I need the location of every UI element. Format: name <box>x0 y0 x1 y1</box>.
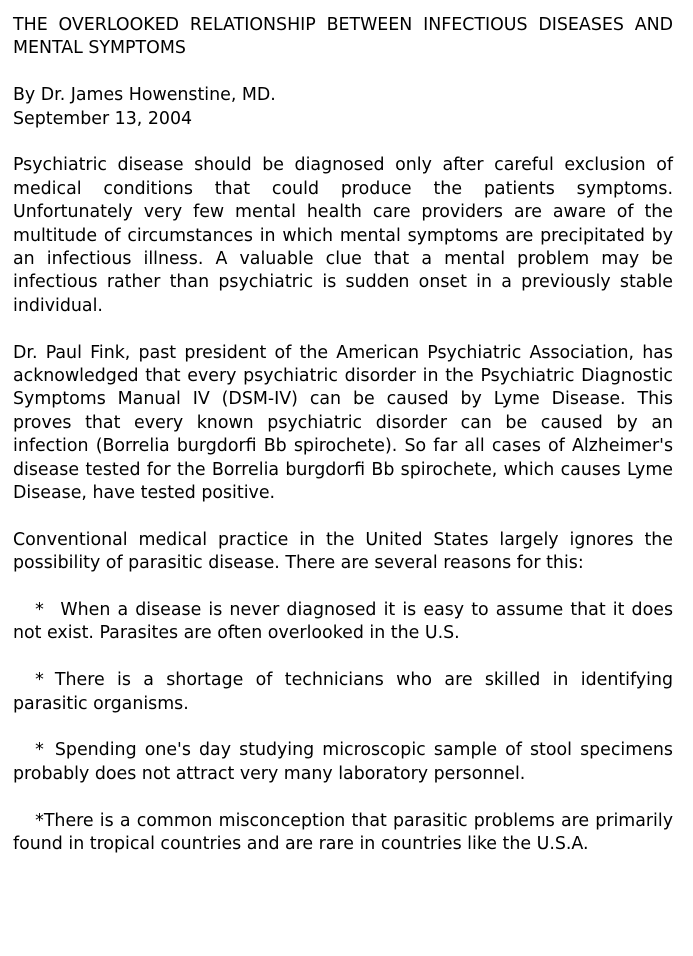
article-title: THE OVERLOOKED RELATIONSHIP BETWEEN INFECTIOUS DISEASES AND MENTAL SYMPTOMS <box>13 15 673 59</box>
bullet-marker: * <box>13 810 44 831</box>
bullet-text: There is a common misconception that parasitic problems are primarily found in tropical countries and are rare in countries like the U.S.A. <box>13 810 673 855</box>
paragraph-parasitic: Conventional medical practice in the United States largely ignores the possibility of parasitic disease. There are several reasons for this: <box>13 529 673 574</box>
publish-date: September 13, 2004 <box>13 108 193 129</box>
paragraph-lyme: Dr. Paul Fink, past president of the American Psychiatric Association, has acknowledged that every psychiatric disorder in the Psychiatric Diagnostic Symptoms Manual IV (DSM-IV) can be caused by Lyme Disease. This proves that every known psychiatric disorder can be caused by an infection (Borrelia burgdorfi Bb spirochete). So far all cases of Alzheimer's disease tested for the Borrelia burgdorfi Bb spirochete, which causes Lyme Disease, have tested positive. <box>13 342 673 504</box>
bullet-marker: * <box>13 600 61 621</box>
bullet-text: There is a shortage of technicians who are skilled in identifying parasitic organisms. <box>13 670 673 714</box>
byline: By Dr. James Howenstine, MD. <box>13 85 276 106</box>
article-meta <box>13 84 673 131</box>
bullet-marker: * <box>13 740 55 761</box>
bullet-item-3 <box>13 739 673 786</box>
bullet-item-1 <box>13 599 673 646</box>
bullet-item-4 <box>13 810 673 857</box>
bullet-item-2 <box>13 669 673 716</box>
bullet-text: Spending one's day studying microscopic sample of stool specimens probably does not attract very many laboratory personnel. <box>13 740 673 784</box>
bullet-text: When a disease is never diagnosed it is easy to assume that it does not exist. Parasites are often overlooked in the U.S. <box>13 600 673 644</box>
bullet-marker: * <box>13 670 55 691</box>
paragraph-intro: Psychiatric disease should be diagnosed only after careful exclusion of medical conditions that could produce the patients symptoms. Unfortunately very few mental health care providers are aware of the multitude of circumstances in which mental symptoms are precipitated by an infectious illness. A valuable clue that a mental problem may be infectious rather than psychiatric is sudden onset in a previously stable individual. <box>13 155 673 316</box>
